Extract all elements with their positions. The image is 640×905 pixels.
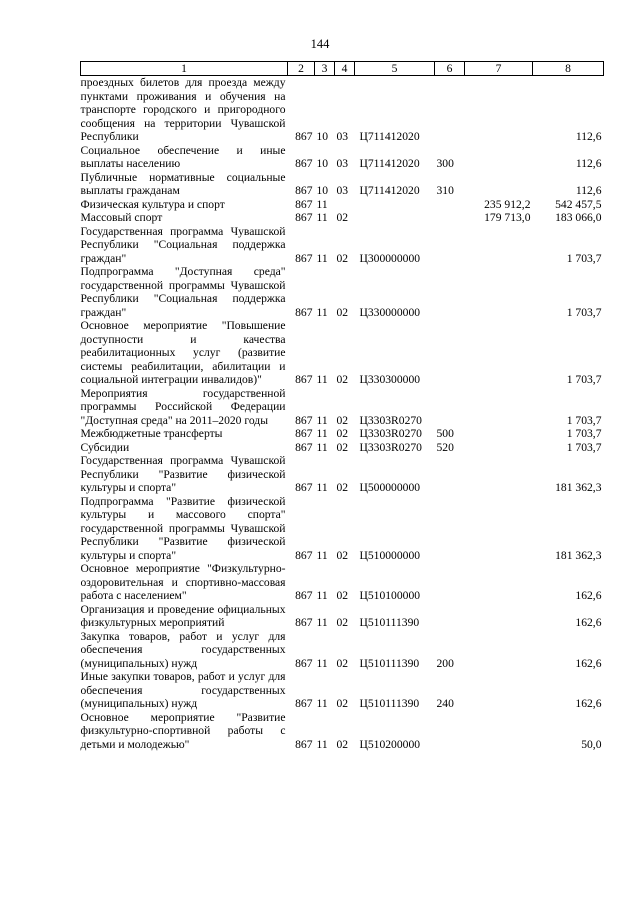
subsection-cell: 02 <box>336 616 349 629</box>
subsection-cell: 03 <box>336 130 349 143</box>
target-article-cell: Ц711412020 <box>359 130 420 143</box>
ministry-code-cell: 867 <box>295 413 313 427</box>
table-row <box>81 225 604 266</box>
amount-col8-cell: 162,6 <box>575 697 602 710</box>
amount-col7-cell <box>465 319 533 387</box>
table-row <box>81 711 604 752</box>
amount-col8-cell: 1 703,7 <box>566 373 602 386</box>
table-row <box>81 495 604 563</box>
column-header: 8 <box>533 62 604 76</box>
amount-col7-cell <box>465 225 533 266</box>
ministry-code-cell: 867 <box>295 305 313 319</box>
subsection-cell: 02 <box>336 656 349 670</box>
amount-col7-cell <box>465 427 533 441</box>
row-name-cell: Межбюджетные трансферты <box>80 427 223 440</box>
target-article-cell: Ц510000000 <box>359 548 421 562</box>
ministry-code-cell: 867 <box>295 184 313 197</box>
target-article-cell: Ц3303R0270 <box>359 413 422 427</box>
expense-type-cell <box>435 387 465 428</box>
expense-type-cell: 200 <box>436 656 454 670</box>
row-name-cell: Мероприятия государственной программы Российской Федерации "Доступная среда" на 2011–2020 годы <box>80 386 286 427</box>
subsection-cell: 02 <box>336 373 349 386</box>
row-name-cell: Подпрограмма "Развитие физической культуры и массового спорта" государственной программы Чувашской Республики "Развитие физической культуры и спорта" <box>80 494 286 562</box>
expense-type-cell <box>435 198 465 212</box>
ministry-code-cell: 867 <box>295 427 313 440</box>
target-article-cell: Ц3303R0270 <box>359 440 422 454</box>
amount-col7-cell <box>465 454 533 495</box>
amount-col7-cell <box>465 630 533 671</box>
amount-col7-cell <box>465 670 533 711</box>
expense-type-cell <box>435 319 465 387</box>
section-cell: 11 <box>316 440 328 454</box>
expense-type-cell <box>435 562 465 603</box>
amount-col7-cell <box>465 495 533 563</box>
expense-type-cell <box>435 454 465 495</box>
amount-col8-cell: 112,6 <box>575 130 602 143</box>
amount-col7-cell <box>465 603 533 630</box>
target-article-cell: Ц510111390 <box>359 697 420 710</box>
section-cell: 11 <box>316 548 328 562</box>
target-article-cell <box>355 211 435 225</box>
row-name-cell: Субсидии <box>80 440 130 454</box>
column-header: 1 <box>81 62 288 76</box>
expense-type-cell <box>435 265 465 319</box>
amount-col7-cell: 179 713,0 <box>484 211 531 224</box>
subsection-cell: 02 <box>336 211 349 224</box>
subsection-cell: 02 <box>336 589 349 602</box>
section-cell: 10 <box>316 157 329 170</box>
expense-type-cell: 240 <box>436 697 454 710</box>
expense-type-cell <box>435 211 465 225</box>
expense-type-cell: 310 <box>436 184 454 197</box>
amount-col8-cell: 162,6 <box>575 616 602 629</box>
ministry-code-cell: 867 <box>295 130 313 143</box>
table-row <box>81 171 604 198</box>
amount-col7-cell <box>465 144 533 171</box>
row-name-cell: Публичные нормативные социальные выплаты гражданам <box>80 170 286 197</box>
target-article-cell <box>355 198 435 212</box>
table-row <box>81 427 604 441</box>
section-cell: 11 <box>316 589 328 602</box>
ministry-code-cell: 867 <box>295 481 313 494</box>
target-article-cell: Ц510111390 <box>359 616 420 629</box>
subsection-cell: 03 <box>336 157 349 170</box>
table-row <box>81 144 604 171</box>
subsection-cell: 03 <box>336 184 349 197</box>
section-cell: 11 <box>316 413 328 427</box>
expense-type-cell <box>435 495 465 563</box>
amount-col8-cell: 542 457,5 <box>555 197 602 211</box>
ministry-code-cell: 867 <box>295 373 313 386</box>
amount-col8-cell: 112,6 <box>575 157 602 170</box>
row-name-cell: Социальное обеспечение и иные выплаты населению <box>80 143 286 170</box>
amount-col8-cell: 50,0 <box>581 737 602 751</box>
subsection-cell: 02 <box>336 697 349 710</box>
table-row <box>81 630 604 671</box>
target-article-cell: Ц510200000 <box>359 737 421 751</box>
expense-type-cell <box>435 603 465 630</box>
amount-col7-cell <box>465 562 533 603</box>
expense-type-cell: 520 <box>436 440 454 454</box>
amount-col7-cell <box>465 265 533 319</box>
section-cell: 11 <box>316 211 328 224</box>
section-cell: 11 <box>316 427 328 440</box>
column-header: 4 <box>335 62 355 76</box>
ministry-code-cell: 867 <box>295 211 313 224</box>
amount-col8-cell: 162,6 <box>575 656 602 670</box>
subsection-cell: 02 <box>336 440 349 454</box>
ministry-code-cell: 867 <box>295 157 313 170</box>
subsection-cell: 02 <box>336 413 349 427</box>
amount-col8-cell: 1 703,7 <box>566 413 602 427</box>
row-name-cell: проездных билетов для проезда между пунктами проживания и обучения на транспорте городского и пригородного сообщения на территории Чувашской Республики <box>80 76 286 143</box>
amount-col8-cell: 181 362,3 <box>555 548 602 562</box>
subsection-cell: 02 <box>336 427 349 440</box>
subsection-cell: 02 <box>336 737 349 751</box>
amount-col7-cell <box>465 171 533 198</box>
amount-col7-cell <box>465 76 533 144</box>
ministry-code-cell: 867 <box>295 548 313 562</box>
budget-table <box>80 61 604 751</box>
target-article-cell: Ц510100000 <box>359 589 421 602</box>
amount-col8-cell: 181 362,3 <box>555 481 602 494</box>
table-row <box>81 562 604 603</box>
row-name-cell: Основное мероприятие "Физкультурно-оздоровительная и спортивно-массовая работа с населением" <box>80 562 286 602</box>
row-name-cell: Массовый спорт <box>80 211 163 224</box>
table-header-row <box>81 62 604 76</box>
ministry-code-cell: 867 <box>295 251 313 265</box>
amount-col8-cell: 1 703,7 <box>566 251 602 265</box>
amount-col8-cell: 162,6 <box>575 589 602 602</box>
expense-type-cell <box>435 225 465 266</box>
row-name-cell: Физическая культура и спорт <box>80 197 225 211</box>
column-header: 6 <box>435 62 465 76</box>
table-row <box>81 211 604 225</box>
target-article-cell: Ц500000000 <box>359 481 421 494</box>
section-cell: 11 <box>316 197 328 211</box>
row-name-cell: Основное мероприятие "Повышение доступности и качества реабилитационных услуг (развитие системы реабилитации, абилитации и социальной интеграции инвалидов)" <box>80 319 286 386</box>
row-name-cell: Подпрограмма "Доступная среда" государственной программы Чувашской Республики "Социальная поддержка граждан" <box>80 265 286 319</box>
row-name-cell: Государственная программа Чувашской Республики "Развитие физической культуры и спорта" <box>80 454 286 494</box>
table-row <box>81 265 604 319</box>
row-name-cell: Государственная программа Чувашской Республики "Социальная поддержка граждан" <box>80 224 286 265</box>
target-article-cell: Ц711412020 <box>359 157 420 170</box>
table-row <box>81 387 604 428</box>
section-cell: 11 <box>316 697 328 710</box>
column-header: 5 <box>355 62 435 76</box>
subsection-cell <box>335 198 355 212</box>
ministry-code-cell: 867 <box>295 589 313 602</box>
amount-col8-cell: 183 066,0 <box>555 211 602 224</box>
table-row <box>81 319 604 387</box>
ministry-code-cell: 867 <box>295 440 313 454</box>
table-row <box>81 670 604 711</box>
table-row <box>81 198 604 212</box>
ministry-code-cell: 867 <box>295 616 313 629</box>
amount-col8-cell: 1 703,7 <box>566 305 602 319</box>
subsection-cell: 02 <box>336 251 349 265</box>
target-article-cell: Ц330300000 <box>359 373 421 386</box>
section-cell: 11 <box>316 373 328 386</box>
ministry-code-cell: 867 <box>295 197 313 211</box>
section-cell: 11 <box>316 737 328 751</box>
amount-col8-cell: 1 703,7 <box>566 427 602 440</box>
amount-col8-cell: 1 703,7 <box>566 440 602 454</box>
amount-col7-cell <box>465 441 533 455</box>
row-name-cell: Основное мероприятие "Развитие физкультурно-спортивной работы с детьми и молодежью" <box>80 710 286 751</box>
section-cell: 11 <box>316 305 328 319</box>
section-cell: 10 <box>316 184 329 197</box>
section-cell: 11 <box>316 616 328 629</box>
target-article-cell: Ц330000000 <box>359 305 421 319</box>
table-row <box>81 441 604 455</box>
target-article-cell: Ц711412020 <box>359 184 420 197</box>
page-number: 144 <box>310 37 330 51</box>
subsection-cell: 02 <box>336 305 349 319</box>
table-row <box>81 603 604 630</box>
subsection-cell: 02 <box>336 481 349 494</box>
subsection-cell: 02 <box>336 548 349 562</box>
target-article-cell: Ц510111390 <box>359 656 420 670</box>
expense-type-cell: 300 <box>436 157 454 170</box>
section-cell: 11 <box>316 251 328 265</box>
section-cell: 11 <box>316 481 328 494</box>
section-cell: 11 <box>316 656 328 670</box>
row-name-cell: Иные закупки товаров, работ и услуг для обеспечения государственных (муниципальных) нужд <box>80 670 286 710</box>
row-name-cell: Организация и проведение официальных физкультурных мероприятий <box>80 602 286 629</box>
table-row <box>81 76 604 144</box>
section-cell: 10 <box>316 130 329 143</box>
ministry-code-cell: 867 <box>295 737 313 751</box>
table-row <box>81 454 604 495</box>
column-header: 7 <box>465 62 533 76</box>
target-article-cell: Ц3303R0270 <box>359 427 422 440</box>
column-header: 3 <box>315 62 335 76</box>
row-name-cell: Закупка товаров, работ и услуг для обеспечения государственных (муниципальных) нужд <box>80 629 286 670</box>
target-article-cell: Ц300000000 <box>359 251 421 265</box>
ministry-code-cell: 867 <box>295 697 313 710</box>
ministry-code-cell: 867 <box>295 656 313 670</box>
amount-col7-cell <box>465 711 533 752</box>
amount-col7-cell: 235 912,2 <box>484 197 531 211</box>
column-header: 2 <box>288 62 315 76</box>
expense-type-cell <box>435 711 465 752</box>
amount-col7-cell <box>465 387 533 428</box>
expense-type-cell: 500 <box>436 427 454 440</box>
amount-col8-cell: 112,6 <box>575 184 602 197</box>
expense-type-cell <box>435 76 465 144</box>
